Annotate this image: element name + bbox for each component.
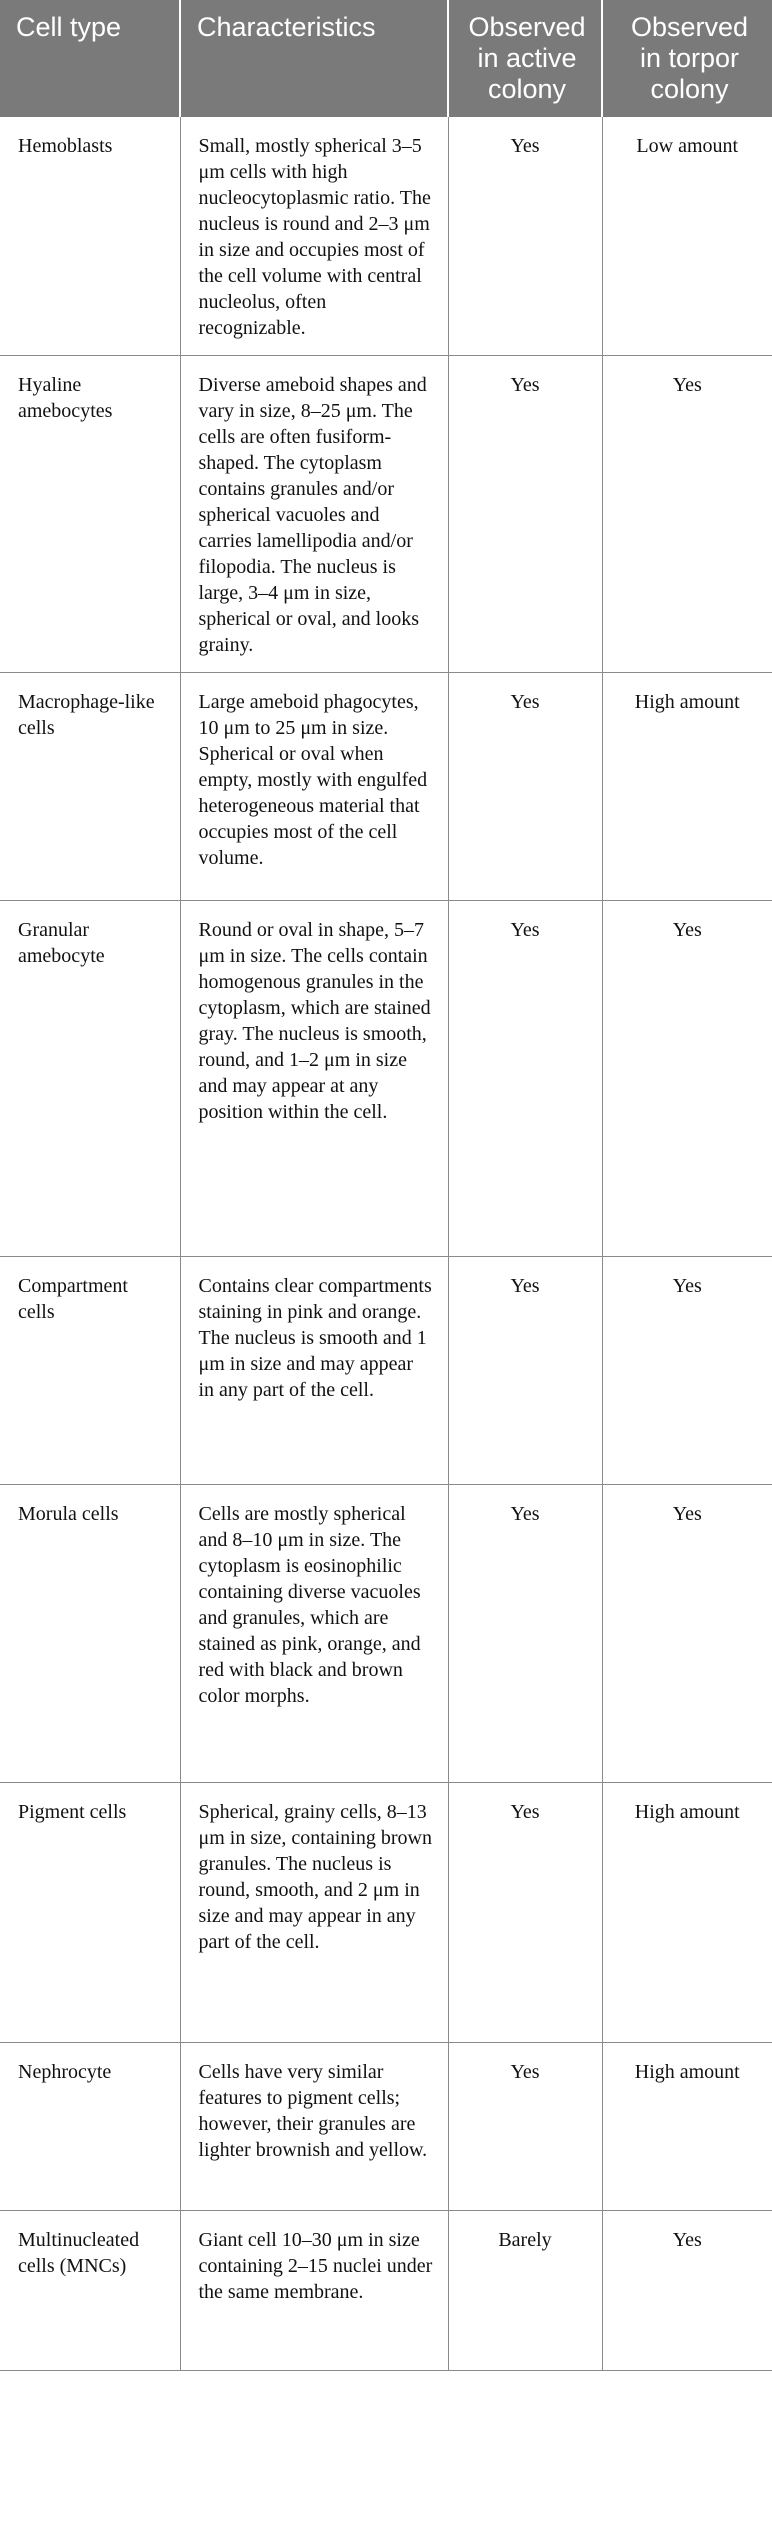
characteristics: Spherical, grainy cells, 8–13 μm in size, containing brown granules. The nucleus is round, smooth, and 2 μm in size and may appear in any part of the cell. — [180, 1783, 448, 2043]
characteristics: Contains clear compartments staining in pink and orange. The nucleus is smooth and 1 μm in size and may appear in any part of the cell. — [180, 1257, 448, 1485]
cell-type: Hyaline amebocytes — [0, 356, 180, 673]
cell-type: Hemoblasts — [0, 117, 180, 356]
cell-type: Pigment cells — [0, 1783, 180, 2043]
header-observed-active: Observed in active colony — [448, 0, 602, 117]
header-observed-torpor: Observed in torpor colony — [602, 0, 772, 117]
observed-torpor: High amount — [602, 2043, 772, 2211]
observed-active: Yes — [448, 2043, 602, 2211]
table-header — [0, 0, 772, 117]
observed-torpor: High amount — [602, 1783, 772, 2043]
characteristics: Giant cell 10–30 μm in size containing 2–15 nuclei under the same membrane. — [180, 2211, 448, 2371]
observed-active: Yes — [448, 901, 602, 1257]
table-row — [0, 1257, 772, 1485]
observed-torpor: High amount — [602, 673, 772, 901]
header-cell-type: Cell type — [0, 0, 180, 117]
table-row — [0, 1783, 772, 2043]
table-row — [0, 356, 772, 673]
table-row — [0, 673, 772, 901]
characteristics: Large ameboid phagocytes, 10 μm to 25 μm in size. Spherical or oval when empty, mostly with engulfed heterogeneous material that occupies most of the cell volume. — [180, 673, 448, 901]
cell-type: Morula cells — [0, 1485, 180, 1783]
header-row — [0, 0, 772, 117]
observed-active: Yes — [448, 673, 602, 901]
cell-type: Granular amebocyte — [0, 901, 180, 1257]
observed-active: Barely — [448, 2211, 602, 2371]
observed-active: Yes — [448, 117, 602, 356]
cell-type: Compartment cells — [0, 1257, 180, 1485]
observed-active: Yes — [448, 1257, 602, 1485]
observed-active: Yes — [448, 1485, 602, 1783]
observed-torpor: Yes — [602, 1485, 772, 1783]
observed-torpor: Yes — [602, 1257, 772, 1485]
table-row — [0, 2211, 772, 2371]
header-characteristics: Characteristics — [180, 0, 448, 117]
cell-type: Multinucleated cells (MNCs) — [0, 2211, 180, 2371]
characteristics: Diverse ameboid shapes and vary in size, 8–25 μm. The cells are often fusiform-shaped. The cytoplasm contains granules and/or spherical vacuoles and carries lamellipodia and/or filopodia. The nucleus is large, 3–4 μm in size, spherical or oval, and looks grainy. — [180, 356, 448, 673]
observed-active: Yes — [448, 356, 602, 673]
table-row — [0, 1485, 772, 1783]
cell-type: Nephrocyte — [0, 2043, 180, 2211]
table-body — [0, 117, 772, 2371]
table-row — [0, 117, 772, 356]
characteristics: Round or oval in shape, 5–7 μm in size. The cells contain homogenous granules in the cytoplasm, which are stained gray. The nucleus is smooth, round, and 1–2 μm in size and may appear at any position within the cell. — [180, 901, 448, 1257]
cell-type: Macrophage-like cells — [0, 673, 180, 901]
table-row — [0, 2043, 772, 2211]
observed-torpor: Yes — [602, 356, 772, 673]
observed-torpor: Yes — [602, 2211, 772, 2371]
observed-torpor: Low amount — [602, 117, 772, 356]
characteristics: Small, mostly spherical 3–5 μm cells with high nucleocytoplasmic ratio. The nucleus is round and 2–3 μm in size and occupies most of the cell volume with central nucleolus, often recognizable. — [180, 117, 448, 356]
table-row — [0, 901, 772, 1257]
characteristics: Cells have very similar features to pigment cells; however, their granules are lighter brownish and yellow. — [180, 2043, 448, 2211]
observed-active: Yes — [448, 1783, 602, 2043]
observed-torpor: Yes — [602, 901, 772, 1257]
characteristics: Cells are mostly spherical and 8–10 μm in size. The cytoplasm is eosinophilic containing diverse vacuoles and granules, which are stained as pink, orange, and red with black and brown color morphs. — [180, 1485, 448, 1783]
